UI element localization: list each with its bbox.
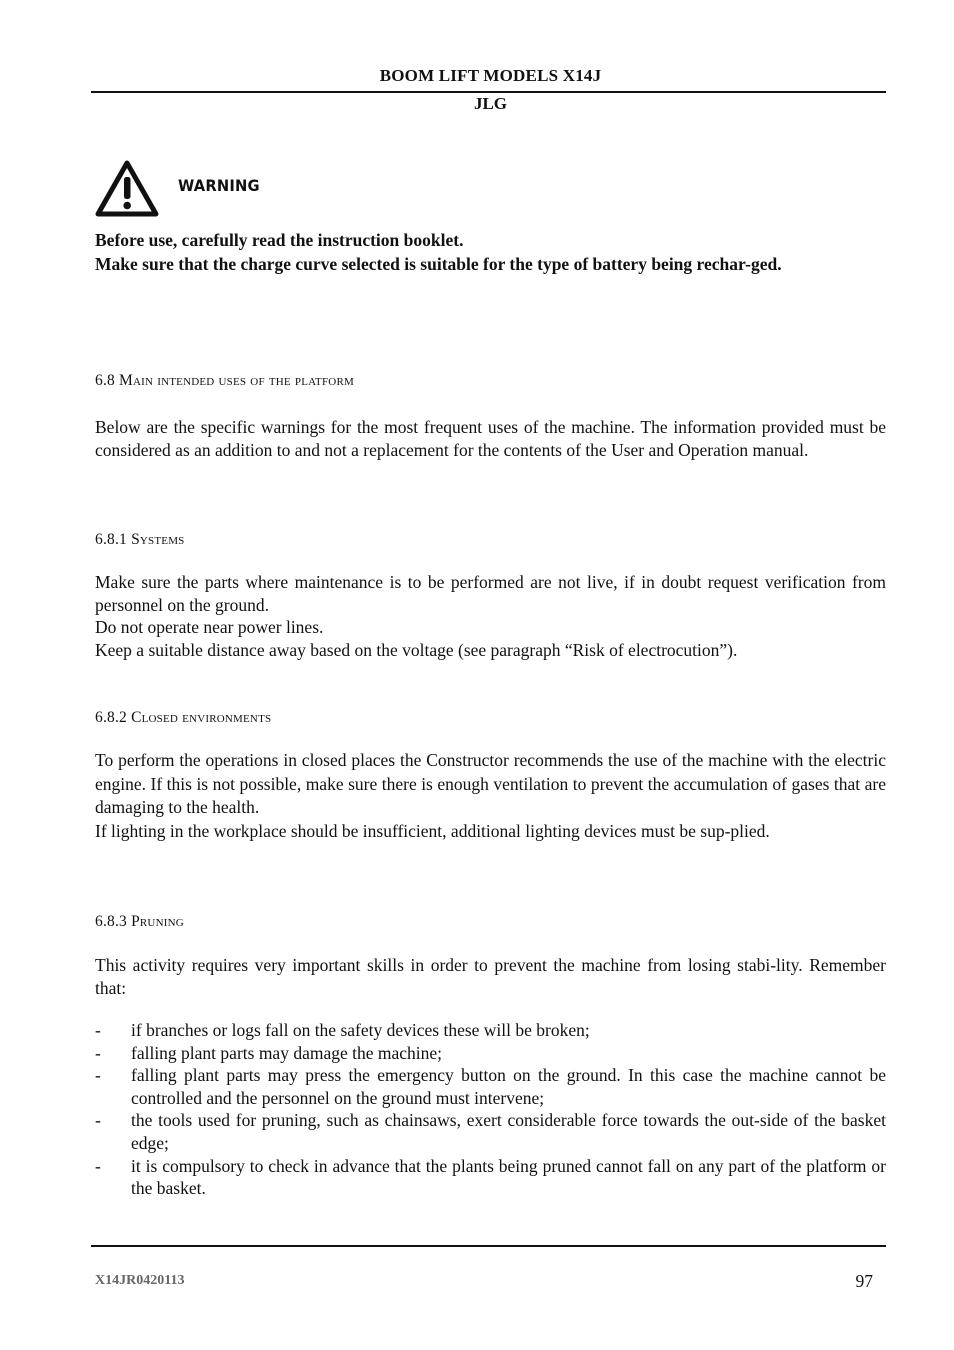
document-code: X14JR0420113: [95, 1273, 185, 1288]
warning-line: Make sure that the charge curve selected is suitable for the type of battery being rechar-ged.: [95, 253, 782, 274]
paragraph-line: If lighting in the workplace should be insufficient, additional lighting devices must be sup-plied.: [95, 820, 770, 841]
section-6-8-2-text: [95, 749, 886, 843]
paragraph-line: To perform the operations in closed places the Constructor recommends the use of the machine with the electric engine. If this is not possible, make sure there is enough ventilation to prevent the accumulation of gases that are damaging to the health.: [95, 750, 886, 817]
list-item: [95, 1109, 886, 1154]
bullet-dash: -: [95, 1042, 101, 1063]
section-heading-6-8: 6.8 Main intended uses of the platform: [95, 372, 354, 389]
bullet-dash: -: [95, 1155, 101, 1176]
warning-text: [95, 229, 886, 276]
page-number: 97: [855, 1271, 873, 1291]
section-heading-6-8-1: 6.8.1 Systems: [95, 531, 185, 548]
pruning-warnings-list: [95, 1019, 886, 1200]
warning-label: WARNING: [178, 176, 260, 195]
warning-triangle-icon: [95, 160, 159, 218]
section-heading-6-8-2: 6.8.2 Closed environments: [95, 709, 272, 726]
header-title: BOOM LIFT MODELS X14J: [379, 66, 602, 85]
paragraph: Below are the specific warnings for the most frequent uses of the machine. The information provided must be considered as an addition to and not a replacement for the contents of the User and Operation manual.: [95, 417, 886, 460]
list-item: [95, 1155, 886, 1200]
paragraph-line: Keep a suitable distance away based on the voltage (see paragraph “Risk of electrocution”).: [95, 639, 738, 660]
list-item: [95, 1064, 886, 1109]
list-item-text: it is compulsory to check in advance that the plants being pruned cannot fall on any part of the platform or the basket.: [131, 1155, 886, 1199]
section-heading-6-8-3: 6.8.3 Pruning: [95, 913, 184, 930]
section-6-8-1-text: [95, 571, 886, 661]
paragraph-line: Do not operate near power lines.: [95, 617, 324, 638]
paragraph-line: Make sure the parts where maintenance is to be performed are not live, if in doubt request verification from personnel on the ground.: [95, 572, 886, 615]
list-item: [95, 1019, 886, 1042]
header-brand: JLG: [473, 94, 508, 113]
section-6-8-paragraph: [95, 416, 886, 461]
list-item-text: if branches or logs fall on the safety devices these will be broken;: [131, 1020, 590, 1040]
list-item-text: falling plant parts may damage the machine;: [131, 1042, 443, 1063]
footer-divider: [91, 1245, 886, 1247]
list-item: [95, 1042, 886, 1065]
list-item-text: falling plant parts may press the emergency button on the ground. In this case the machine cannot be controlled and the personnel on the ground must intervene;: [131, 1065, 886, 1108]
paragraph: This activity requires very important skills in order to prevent the machine from losing stabi-lity. Remember that:: [95, 955, 886, 998]
bullet-dash: -: [95, 1020, 101, 1040]
warning-line: Before use, carefully read the instruction booklet.: [95, 230, 464, 250]
bullet-dash: -: [95, 1065, 101, 1086]
bullet-dash: -: [95, 1110, 101, 1131]
section-6-8-3-paragraph: [95, 954, 886, 999]
list-item-text: the tools used for pruning, such as chainsaws, exert considerable force towards the out-side of the basket edge;: [131, 1110, 886, 1153]
header-divider: [91, 91, 886, 93]
